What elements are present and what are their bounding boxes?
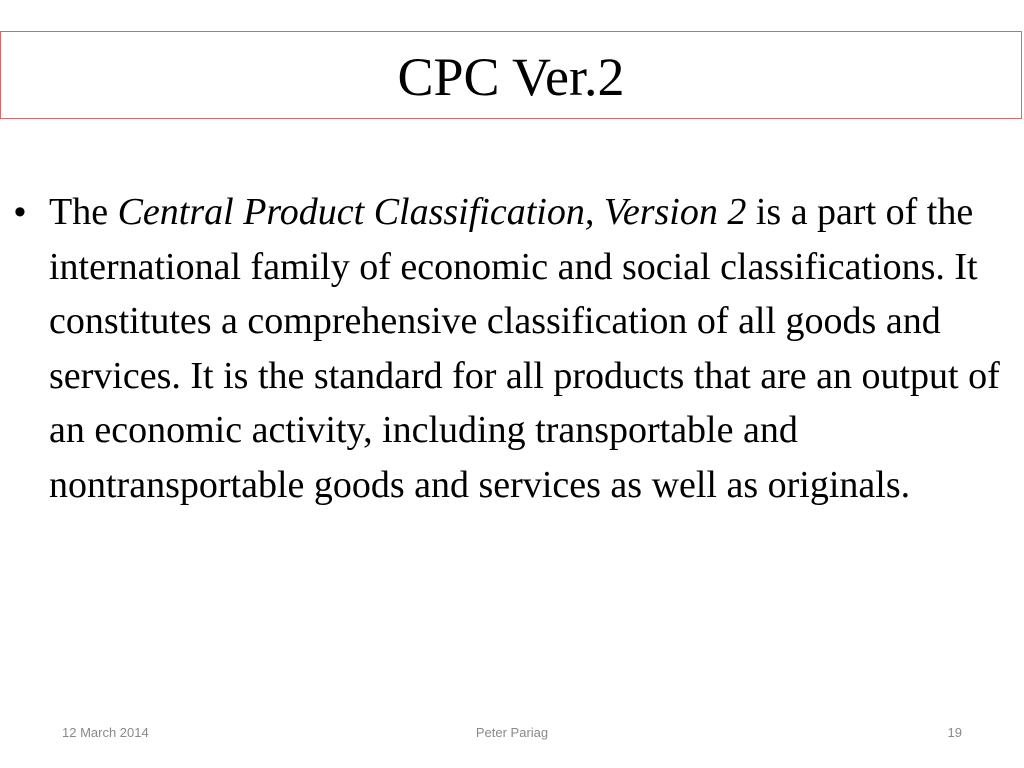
bullet-item (14, 185, 1014, 512)
slide-title: CPC Ver.2 (397, 47, 625, 107)
footer-author: Peter Pariag (475, 725, 549, 740)
footer-date: 12 March 2014 (62, 725, 149, 740)
bullet-dot-icon: • (14, 193, 26, 231)
bullet-lead-text: The (49, 191, 118, 233)
slide-body (14, 185, 1014, 512)
bullet-text (49, 185, 1009, 512)
bullet-rest-text: is a part of the international family of economic and social classifications. It constitutes a comprehensive classification of all goods and services. It is the standard for all products that are an output of an economic activity, including transportable and nontransportable goods and services as well as originals. (49, 191, 1000, 506)
slide-title-box (0, 31, 1022, 119)
footer-page-number: 19 (947, 725, 962, 740)
bullet-emphasis-text: Central Product Classification, Version 2 (117, 191, 747, 233)
